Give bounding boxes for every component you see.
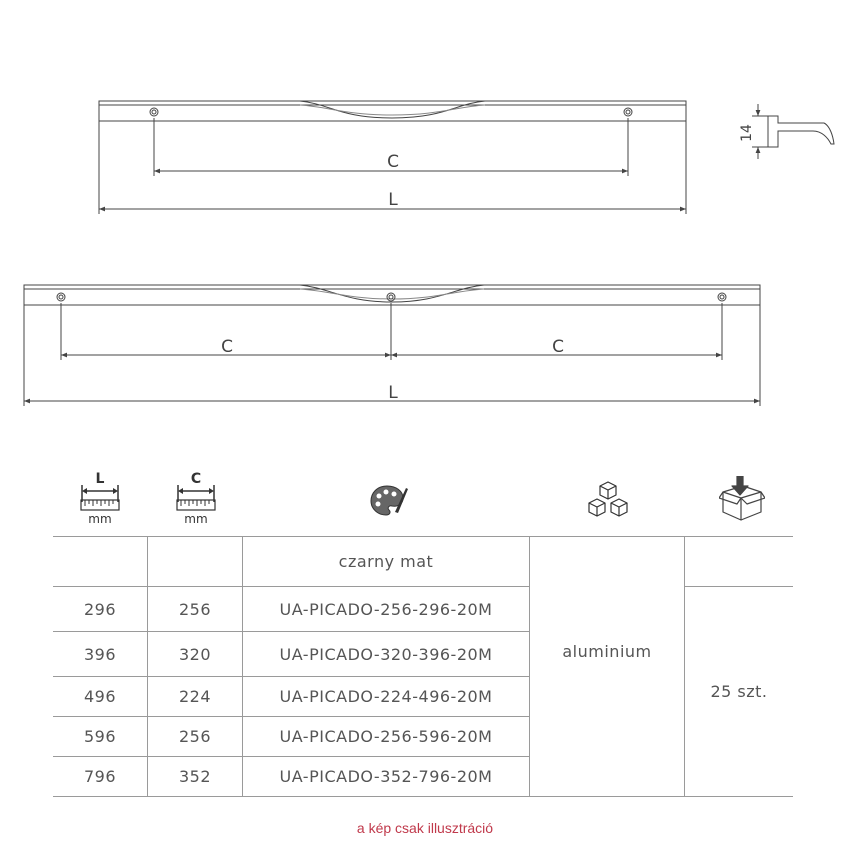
- spacing-cell: 352: [148, 757, 243, 797]
- header-cell-spacing: [148, 537, 243, 587]
- product-code-cell: UA-PICADO-256-596-20M: [243, 717, 530, 757]
- palette-icon: [369, 482, 409, 518]
- length-cell: 596: [53, 717, 148, 757]
- length-icon-unit: mm: [88, 512, 112, 526]
- header-cell-length: [53, 537, 148, 587]
- length-cell: 396: [53, 632, 148, 677]
- table-header-row: [53, 537, 793, 587]
- material-cell: aluminium: [530, 537, 685, 797]
- dim-l-label: L: [388, 190, 398, 210]
- dim-height-label: 14: [739, 124, 755, 142]
- spacing-icon-unit: mm: [184, 512, 208, 526]
- spec-table: [53, 536, 793, 797]
- length-cell: 296: [53, 587, 148, 632]
- spacing-cell: 224: [148, 677, 243, 717]
- header-finish: czarny mat: [243, 537, 530, 587]
- length-icon-letter: L: [95, 471, 105, 487]
- header-icons: [0, 470, 850, 530]
- length-cell: 496: [53, 677, 148, 717]
- product-code-cell: UA-PICADO-256-296-20M: [243, 587, 530, 632]
- header-cell-packaging: [685, 537, 794, 587]
- cubes-icon: [586, 480, 630, 520]
- dim-c-label: C: [387, 152, 399, 172]
- length-mm-icon: [80, 470, 120, 528]
- spacing-cell: 256: [148, 717, 243, 757]
- dim-c-right-label: C: [552, 337, 564, 357]
- spacing-cell: 320: [148, 632, 243, 677]
- packaging-cell: 25 szt.: [685, 587, 794, 797]
- product-code-cell: UA-PICADO-224-496-20M: [243, 677, 530, 717]
- spacing-mm-icon: [176, 470, 216, 528]
- illustration-caption: a kép csak illusztráció: [356, 820, 494, 836]
- dim-l-bottom-label: L: [388, 383, 398, 403]
- length-cell: 796: [53, 757, 148, 797]
- product-code-cell: UA-PICADO-352-796-20M: [243, 757, 530, 797]
- dim-c-left-label: C: [221, 337, 233, 357]
- profile-section: [752, 104, 834, 159]
- product-code-cell: UA-PICADO-320-396-20M: [243, 632, 530, 677]
- box-icon: [719, 476, 765, 524]
- spacing-icon-letter: C: [190, 471, 202, 487]
- spacing-cell: 256: [148, 587, 243, 632]
